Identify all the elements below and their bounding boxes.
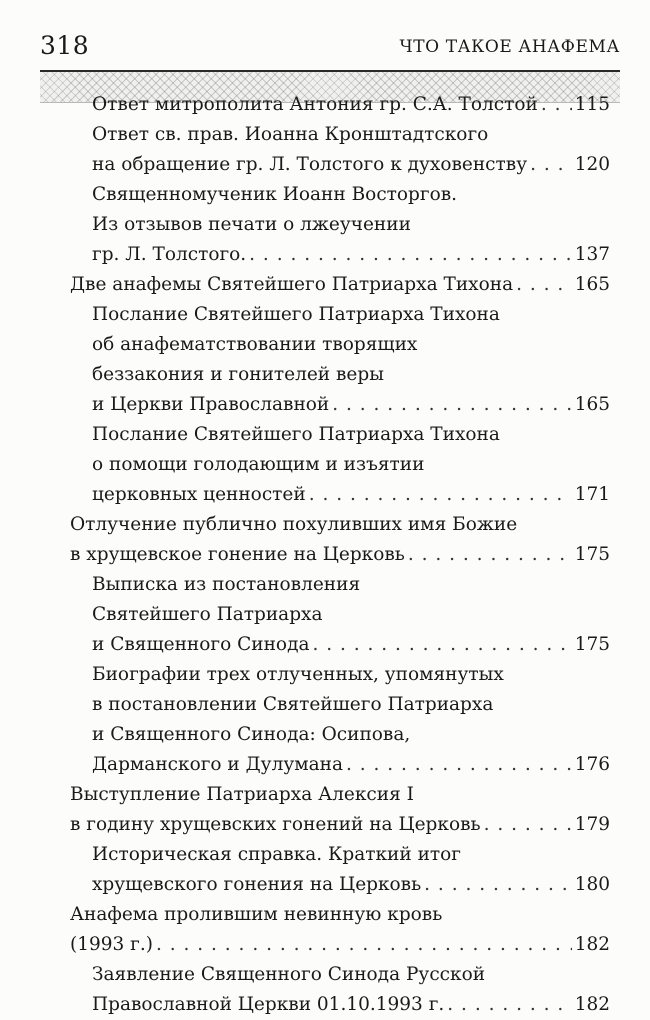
toc-entry-line: Послание Святейшего Патриарха Тихона xyxy=(92,424,500,445)
toc-page: 176 xyxy=(574,754,610,775)
toc-entry-line: и Священного Синода: Осипова, xyxy=(92,724,411,745)
toc-entry-line: Православной Церкви 01.10.1993 г. . . . 182 xyxy=(92,990,610,1020)
toc-page: 120 xyxy=(574,154,610,175)
toc-entry-line: церковных ценностей . . . 171 xyxy=(92,480,610,510)
toc-page: 137 xyxy=(574,244,610,265)
toc-page: 175 xyxy=(574,544,610,565)
toc-page: 180 xyxy=(574,874,610,895)
leader-dots xyxy=(156,930,572,960)
toc-entry-line: Заявление Священного Синода Русской xyxy=(92,964,486,985)
toc-entry-line: в постановлении Святейшего Патриарха xyxy=(92,694,494,715)
toc-entry-line: гр. Л. Толстого. . . . 137 xyxy=(92,240,610,270)
toc-page: 165 xyxy=(574,394,610,415)
toc-entry-line: Ответ св. прав. Иоанна Кронштадтского xyxy=(92,124,489,145)
toc-entry-line: Послание Святейшего Патриарха Тихона xyxy=(92,304,500,325)
toc-page: 115 xyxy=(574,94,610,115)
toc-entry-line: Анафема пролившим невинную кровь xyxy=(70,904,443,925)
leader-dots xyxy=(249,240,572,270)
leader-dots xyxy=(516,270,572,300)
leader-dots xyxy=(332,390,571,420)
toc-entry-line: на обращение гр. Л. Толстого к духовенству . . . 120 xyxy=(92,150,610,180)
leader-dots xyxy=(530,150,572,180)
leader-dots xyxy=(309,480,572,510)
toc-entry-line: Святейшего Патриарха xyxy=(92,604,323,625)
toc-entry-line: Священномученик Иоанн Восторгов. xyxy=(92,184,458,205)
toc-entry-line: Из отзывов печати о лжеучении xyxy=(92,214,411,235)
toc-entry-line: о помощи голодающим и изъятии xyxy=(92,454,425,475)
toc-entry-line: и Церкви Православной . . . 165 xyxy=(92,390,610,420)
leader-dots xyxy=(408,540,572,570)
toc-entry-line: беззакония и гонителей веры xyxy=(92,364,384,385)
toc-entry-line: и Священного Синода . . . 175 xyxy=(92,630,610,660)
toc-entry-line: в хрущевское гонение на Церковь . . . 175 xyxy=(70,540,610,570)
leader-dots xyxy=(346,750,572,780)
toc-entry-line: хрущевского гонения на Церковь . . . 180 xyxy=(92,870,610,900)
running-title: ЧТО ТАКОЕ АНАФЕМА xyxy=(399,37,620,57)
toc-page: 171 xyxy=(574,484,610,505)
toc-page: 179 xyxy=(574,814,610,835)
toc-entry-line: Ответ митрополита Антония гр. С.А. Толстой . . . 115 xyxy=(92,90,610,120)
toc-page: 182 xyxy=(574,994,610,1015)
leader-dots xyxy=(541,90,572,120)
toc-entry-line: Биографии трех отлученных, упомянутых xyxy=(92,664,504,685)
toc-entry-line: Выступление Патриарха Алексия I xyxy=(70,784,414,805)
toc-entry-line: (1993 г.) . . . 182 xyxy=(70,930,610,960)
leader-dots xyxy=(312,630,571,660)
toc-entry-line: Две анафемы Святейшего Патриарха Тихона . . . 165 xyxy=(70,270,610,300)
toc-page: 182 xyxy=(574,934,610,955)
toc-entry-line: Историческая справка. Краткий итог xyxy=(92,844,461,865)
toc-entry-line: в годину хрущевских гонений на Церковь . . . 179 xyxy=(70,810,610,840)
leader-dots xyxy=(447,990,571,1020)
toc-entry-line: Дарманского и Дулумана . . . 176 xyxy=(92,750,610,780)
page-header xyxy=(40,30,620,68)
toc-page: 165 xyxy=(574,274,610,295)
page-number: 318 xyxy=(40,31,90,60)
leader-dots xyxy=(484,810,572,840)
leader-dots xyxy=(424,870,572,900)
toc-entry-line: об анафематствовании творящих xyxy=(92,334,418,355)
toc-entry-line: Отлучение публично похуливших имя Божие xyxy=(70,514,518,535)
toc-page: 175 xyxy=(574,634,610,655)
toc-entry-line: Выписка из постановления xyxy=(92,574,361,595)
